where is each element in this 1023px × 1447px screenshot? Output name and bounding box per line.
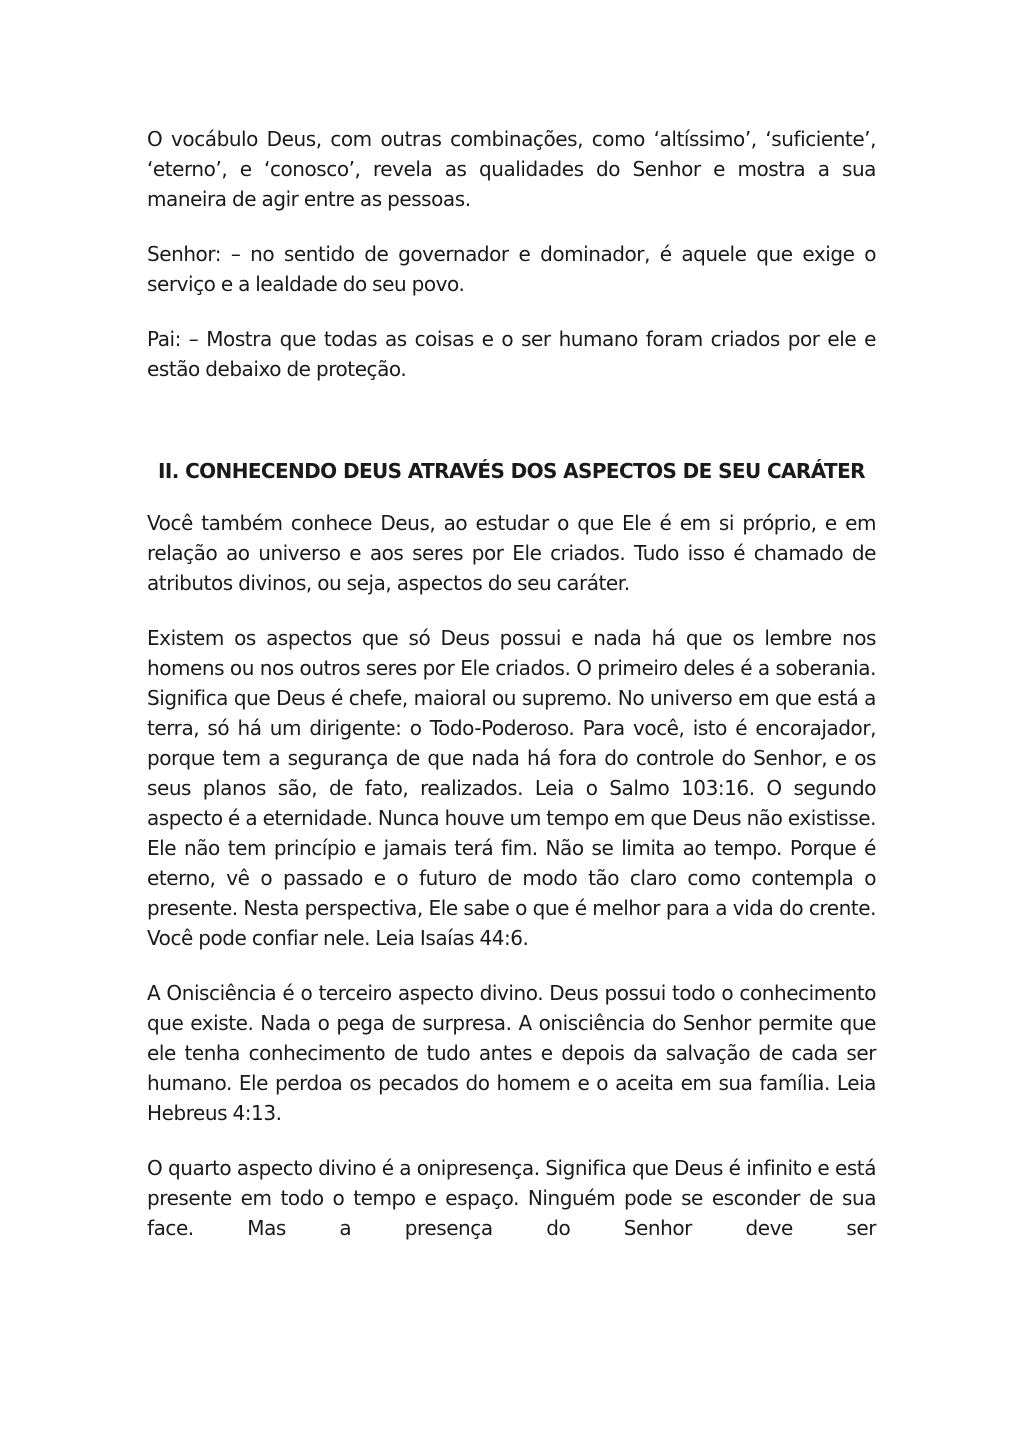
paragraph-soberania-eternidade: Existem os aspectos que só Deus possui e nada há que os lembre nos homens ou nos outros seres por Ele criados. O primeiro deles é a soberania. Significa que Deus é chefe, maioral ou supremo. No universo em que está a terra, só há um dirigente: o Todo-Poderoso. Para você, isto é encorajador, porque tem a segurança de que nada há fora do controle do Senhor, e os seus planos são, de fato, realizados. Leia o Salmo 103:16. O segundo aspecto é a eternidade. Nunca houve um tempo em que Deus não existisse. Ele não tem princípio e jamais terá fim. Não se limita ao tempo. Porque é eterno, vê o passado e o futuro de modo tão claro como contempla o presente. Nesta perspectiva, Ele sabe o que é melhor para a vida do crente. Você pode confiar nele. Leia Isaías 44:6. [147, 626, 876, 950]
paragraph-pai: Pai: – Mostra que todas as coisas e o ser humano foram criados por ele e estão debaixo de proteção. [147, 327, 876, 381]
paragraph-vocabulo-deus: O vocábulo Deus, com outras combinações, como ‘altíssimo’, ‘suficiente’, ‘eterno’, e ‘conosco’, revela as qualidades do Senhor e mostra a sua maneira de agir entre as pessoas. [147, 127, 876, 211]
paragraph-onipresenca: O quarto aspecto divino é a onipresença. Significa que Deus é infinito e está presente em todo o tempo e espaço. Ninguém pode se esconder de sua face. Mas a presença do Senhor deve ser [147, 1156, 876, 1240]
paragraph-onisciencia: A Onisciência é o terceiro aspecto divino. Deus possui todo o conhecimento que existe. Nada o pega de surpresa. A onisciência do Senhor permite que ele tenha conhecimento de tudo antes e depois da salvação de cada ser humano. Ele perdoa os pecados do homem e o aceita em sua família. Leia Hebreus 4:13. [147, 981, 876, 1125]
paragraph-atributos: Você também conhece Deus, ao estudar o que Ele é em si próprio, e em relação ao universo e aos seres por Ele criados. Tudo isso é chamado de atributos divinos, ou seja, aspectos do seu caráter. [147, 511, 876, 595]
section-heading: II. CONHECENDO DEUS ATRAVÉS DOS ASPECTOS DE SEU CARÁTER [158, 459, 865, 483]
paragraph-senhor: Senhor: – no sentido de governador e dominador, é aquele que exige o serviço e a lealdade do seu povo. [147, 242, 876, 296]
document-page [147, 124, 876, 1268]
